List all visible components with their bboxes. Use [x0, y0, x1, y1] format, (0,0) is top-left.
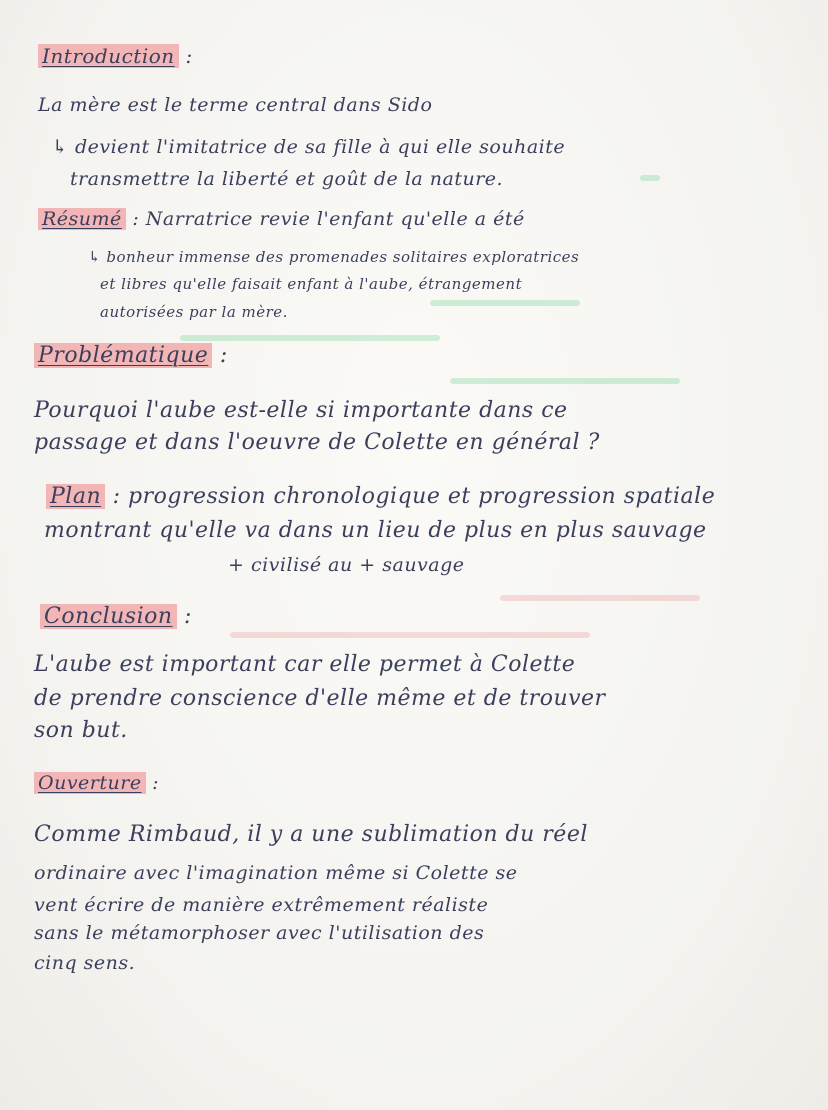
- ouverture-line-3: vent écrire de manière extrêmement réaliste: [34, 894, 489, 916]
- ouverture-line-1: Comme Rimbaud, il y a une sublimation du réel: [34, 822, 588, 847]
- bleed-mark: [500, 595, 700, 601]
- plan-line-1: [46, 484, 715, 509]
- conclusion-line-1: L'aube est important car elle permet à Colette: [34, 652, 576, 677]
- conclusion-line-3: son but.: [34, 718, 128, 743]
- bleed-mark: [230, 632, 590, 638]
- bleed-mark: [430, 300, 580, 306]
- ouverture-line-4: sans le métamorphoser avec l'utilisation des: [34, 922, 485, 944]
- introduction-heading-suffix: :: [178, 44, 193, 68]
- ouverture-line-2: ordinaire avec l'imagination même si Colette se: [34, 862, 518, 884]
- resume-line-2: ↳ bonheur immense des promenades solitaires exploratrices: [88, 248, 580, 266]
- ouverture-heading-text: Ouverture: [34, 772, 146, 794]
- resume-label: Résumé: [38, 208, 126, 230]
- conclusion-line-2: de prendre conscience d'elle même et de trouver: [34, 686, 606, 711]
- plan-line-2: montrant qu'elle va dans un lieu de plus en plus sauvage: [44, 518, 707, 543]
- conclusion-heading-text: Conclusion: [40, 604, 177, 629]
- bleed-mark: [450, 378, 680, 384]
- problematique-line-1: Pourquoi l'aube est-elle si importante dans ce: [34, 398, 568, 423]
- introduction-line-2: ↳ devient l'imitatrice de sa fille à qui elle souhaite: [52, 136, 566, 158]
- problematique-heading-suffix: :: [212, 343, 228, 368]
- problematique-heading: [34, 343, 228, 368]
- introduction-line-1: La mère est le terme central dans Sido: [38, 94, 433, 116]
- conclusion-heading-suffix: :: [176, 604, 192, 629]
- introduction-line-3: transmettre la liberté et goût de la nature.: [70, 168, 504, 190]
- ouverture-heading: [34, 772, 159, 794]
- plan-line-3: + civilisé au + sauvage: [228, 554, 465, 576]
- ouverture-line-5: cinq sens.: [34, 952, 136, 974]
- conclusion-heading: [40, 604, 192, 629]
- bleed-mark: [640, 175, 660, 181]
- resume-line-1: [38, 208, 525, 230]
- introduction-heading: [38, 44, 193, 68]
- resume-text-1: : Narratrice revie l'enfant qu'elle a été: [132, 208, 525, 230]
- ouverture-heading-suffix: :: [145, 772, 160, 794]
- resume-line-3: et libres qu'elle faisait enfant à l'aube, étrangement: [100, 275, 523, 293]
- problematique-line-2: passage et dans l'oeuvre de Colette en général ?: [34, 430, 600, 455]
- resume-line-4: autorisées par la mère.: [100, 303, 288, 321]
- problematique-heading-text: Problématique: [34, 343, 212, 368]
- introduction-heading-text: Introduction: [38, 44, 179, 68]
- plan-text-1: : progression chronologique et progression spatiale: [112, 484, 716, 509]
- bleed-mark: [180, 335, 440, 341]
- plan-label: Plan: [46, 484, 105, 509]
